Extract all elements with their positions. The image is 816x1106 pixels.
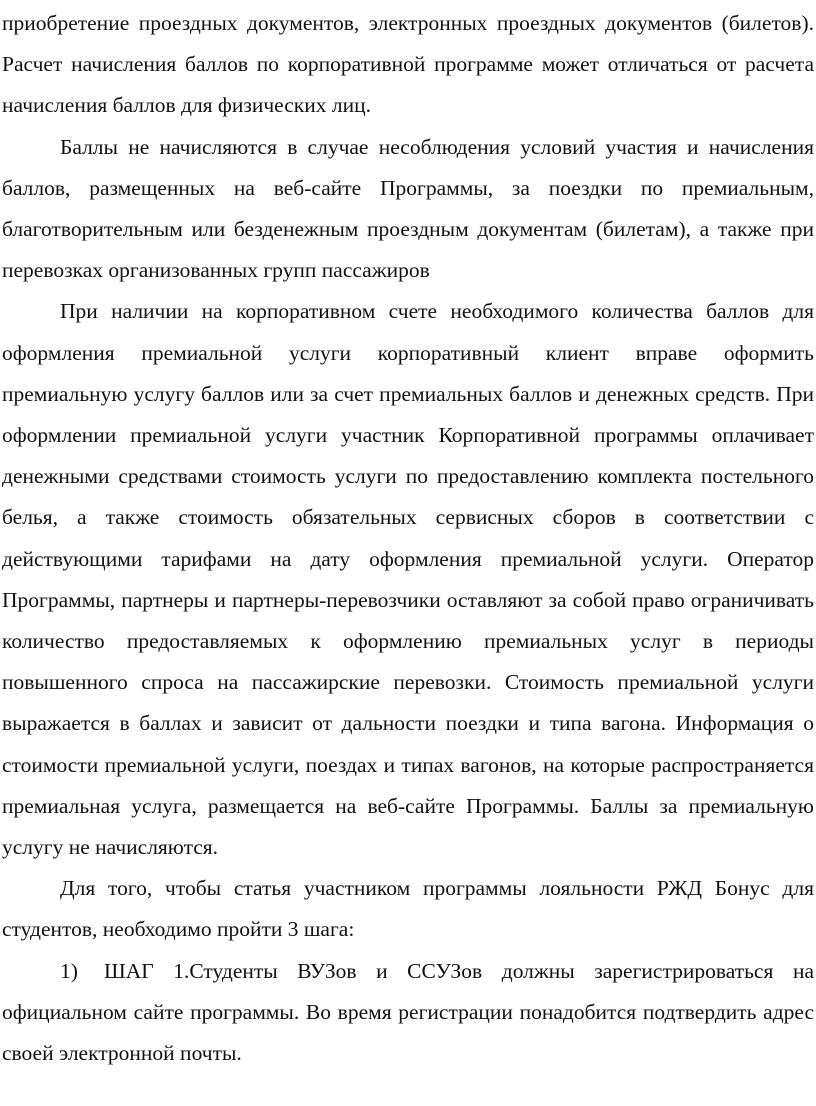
paragraph-student-steps-intro: Для того, чтобы статья участником программы лояльности РЖД Бонус для студентов, необходимо пройти 3 шага: xyxy=(2,876,814,942)
list-item-text: ШАГ 1.Студенты ВУЗов и ССУЗов должны зарегистрироваться на официальном сайте программы. Во время регистрации понадобится подтвердить адрес своей электронной почты. xyxy=(2,958,814,1066)
paragraph-continuation: приобретение проездных документов, электронных проездных документов (билетов). Расчет начисления баллов по корпоративной программе может отличаться от расчета начисления баллов для физических лиц. xyxy=(2,11,814,118)
paragraph-bonus-exclusions: Баллы не начисляются в случае несоблюдения условий участия и начисления баллов, размещенных на веб-сайте Программы, за поездки по премиальным, благотворительным или безденежным проездным документам (билетам), а также при перевозках организованных групп пассажиров xyxy=(2,134,814,283)
list-item-step-1 xyxy=(2,951,814,1075)
paragraph-premium-service: При наличии на корпоративном счете необходимого количества баллов для оформления премиальной услуги корпоративный клиент вправе оформить премиальную услугу баллов или за счет премиальных баллов и денежных средств. При оформлении премиальной услуги участник Корпоративной программы оплачивает денежными средствами стоимость услуги по предоставлению комплекта постельного белья, а также стоимость обязательных сервисных сборов в соответствии с действующими тарифами на дату оформления премиальной услуги. Оператор Программы, партнеры и партнеры-перевозчики оставляют за собой право ограничивать количество предоставляемых к оформлению премиальных услуг в периоды повышенного спроса на пассажирские перевозки. Стоимость премиальной услуги выражается в баллах и зависит от дальности поездки и типа вагона. Информация о стоимости премиальной услуги, поездах и типах вагонов, на которые распространяется премиальная услуга, размещается на веб-сайте Программы. Баллы за премиальную услугу не начисляются. xyxy=(2,299,814,860)
document-body xyxy=(2,3,814,1074)
list-item-number: 1) xyxy=(60,958,78,983)
